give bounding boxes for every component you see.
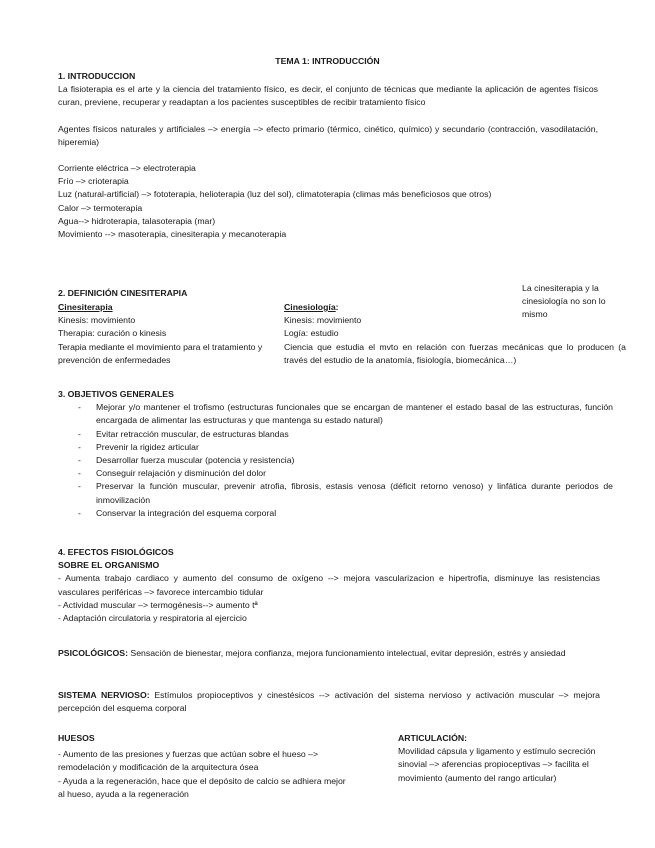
therapies-list (58, 162, 598, 241)
subsection-heading: SOBRE EL ORGANISMO (58, 560, 160, 571)
list-item: - Mejorar y/o mantener el trofismo (estructuras funcionales que se encargan de mantener el estado basal de las estructuras, función encargada de alimentar las estructuras y que mantenga su estado natural) (58, 401, 613, 427)
list-item: Corriente eléctrica –> electroterapia (58, 163, 196, 174)
paragraph-text: Sensación de bienestar, mejora confianza, mejora funcionamiento intelectual, evitar depresión, estrés y ansiedad (128, 648, 566, 658)
articulacion-block (398, 732, 602, 785)
objectives-list (58, 401, 613, 520)
definition-line: Therapia: curación o kinesis (58, 328, 167, 339)
agents-paragraph: Agentes físicos naturales y artificiales –> energía –> efecto primario (térmico, cinético, químico) y secundario (contracción, vasodilatación, hiperemia) (58, 123, 598, 147)
column-title-colon: : (335, 302, 339, 312)
definition-text: Terapia mediante el movimiento para el tratamiento y prevención de enfermedades (58, 341, 263, 365)
section-heading: 3. OBJETIVOS GENERALES (58, 389, 174, 399)
definition-line: Kinesis: movimiento (284, 315, 362, 326)
cinesiterapia-column (58, 301, 278, 367)
section-heading: 1. INTRODUCCION (58, 71, 136, 81)
psicologicos-paragraph (58, 647, 600, 660)
list-item: - Prevenir la rigidez articular (58, 441, 613, 454)
list-item: - Aumenta trabajo cardiaco y aumento del consumo de oxígeno --> mejora vascularizacion e hipertrofia, disminuye las resistencias vasculares periféricas –> favorece intercambio tidular (58, 573, 600, 597)
block-title: ARTICULACIÓN: (398, 733, 468, 743)
page-title: TEMA 1: INTRODUCCIÓN (275, 56, 380, 66)
list-item: - Evitar retracción muscular, de estructuras blandas (58, 428, 613, 441)
sistema-nervioso-paragraph (58, 689, 600, 715)
list-item: Frío –> crioterapia (58, 176, 129, 187)
side-note: La cinesiterapia y la cinesiología no son lo mismo (522, 283, 606, 320)
definition-line: Logía: estudio (284, 328, 339, 339)
paragraph-text: Estímulos propioceptivos y cinestésicos --> activación del sistema nervioso y activación muscular –> mejora percepción del esquema corporal (58, 690, 600, 714)
paragraph-label: PSICOLÓGICOS: (58, 648, 128, 658)
list-item: Luz (natural-artificial) –> fototerapia, helioterapia (luz del sol), climatoterapia (climas más beneficiosos que otros) (58, 189, 492, 200)
block-text: Movilidad cápsula y ligamento y estímulo secreción sinovial –> aferencias propioceptivas –> facilita el movimiento (aumento del rango articular) (398, 746, 596, 783)
list-item: Movimiento --> masoterapia, cinesiterapia y mecanoterapia (58, 229, 287, 240)
list-item: - Adaptación circulatoria y respiratoria al ejercicio (58, 613, 247, 624)
list-item: Calor –> termoterapia (58, 202, 143, 213)
column-title: Cinesiterapia (58, 302, 113, 312)
column-title: Cinesiología (284, 302, 336, 312)
section-heading: 4. EFECTOS FISIOLÓGICOS (58, 547, 174, 557)
list-item: - Desarrollar fuerza muscular (potencia y resistencia) (58, 454, 613, 467)
list-item: - Conservar la integración del esquema corporal (58, 507, 613, 520)
definition-text: Ciencia que estudia el mvto en relación con fuerzas mecánicas que lo producen (a través del estudio de la anatomía, fisiología, biomecánica…) (284, 341, 626, 365)
section-efectos (58, 546, 600, 625)
definition-line: Kinesis: movimiento (58, 315, 136, 326)
list-item: - Preservar la función muscular, prevenir atrofia, fibrosis, estasis venosa (déficit retorno venoso) y linfática durante periodos de inmovilización (58, 480, 613, 506)
list-item: - Conseguir relajación y disminución del dolor (58, 467, 613, 480)
section-objetivos (58, 388, 613, 520)
paragraph-label: SISTEMA NERVIOSO: (58, 690, 150, 700)
list-item: - Ayuda a la regeneración, hace que el depósito de calcio se adhiera mejor al hueso, ayuda a la regeneración (58, 775, 346, 799)
intro-paragraph: La fisioterapia es el arte y la ciencia del tratamiento físico, es decir, el conjunto de técnicas que mediante la aplicación de agentes físicos curan, previene, recuperar y readaptan a los pacientes susceptibles de recibir tratamiento físico (58, 84, 598, 108)
block-title: HUESOS (58, 733, 95, 743)
list-item: - Actividad muscular –> termogénesis--> aumento tª (58, 599, 258, 610)
section-introduccion (58, 70, 598, 241)
list-item: - Aumento de las presiones y fuerzas que actúan sobre el hueso –> remodelación y modificación de la arquitectura ósea (58, 749, 319, 773)
list-item: Agua--> hidroterapia, talasoterapia (mar) (58, 215, 216, 226)
huesos-block (58, 732, 350, 801)
section-heading: 2. DEFINICIÓN CINESITERAPIA (58, 288, 188, 298)
cinesiologia-column (284, 301, 626, 367)
